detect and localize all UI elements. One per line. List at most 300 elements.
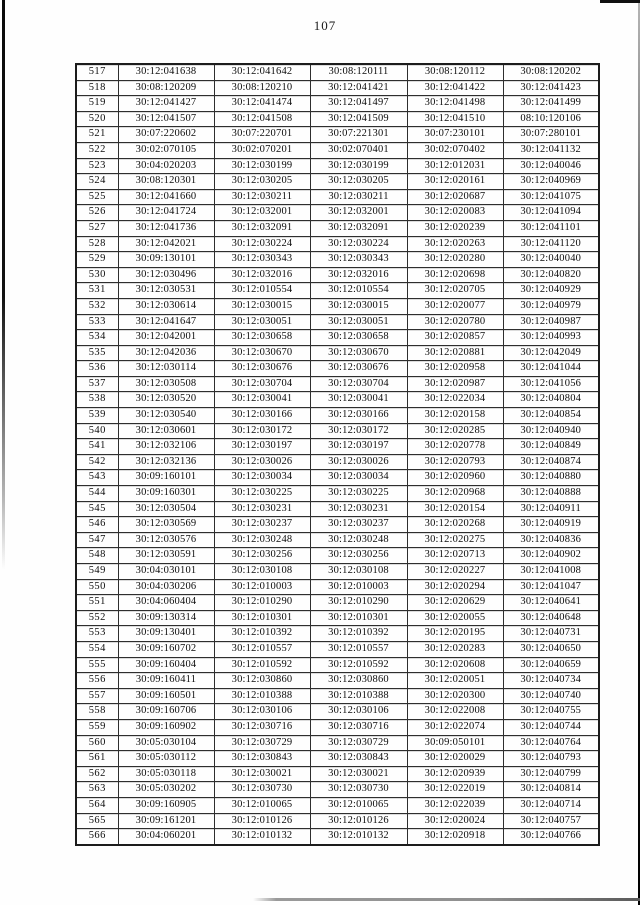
value-cell-5: 30:12:040799 — [503, 766, 599, 782]
row-index-cell: 544 — [76, 486, 118, 502]
value-cell-5: 30:12:040648 — [503, 610, 599, 626]
value-cell-3: 30:12:030231 — [310, 501, 407, 517]
value-cell-3: 30:12:030224 — [310, 236, 407, 252]
row-index-cell: 564 — [76, 797, 118, 813]
value-cell-5: 30:12:041499 — [503, 96, 599, 112]
value-cell-4: 30:12:020154 — [407, 501, 503, 517]
value-cell-1: 30:09:160411 — [118, 673, 214, 689]
row-index-cell: 519 — [76, 96, 118, 112]
value-cell-2: 30:12:030248 — [214, 532, 310, 548]
value-cell-5: 30:12:040820 — [503, 267, 599, 283]
table-row — [76, 392, 599, 408]
value-cell-3: 30:12:030730 — [310, 782, 407, 798]
value-cell-2: 30:12:030051 — [214, 314, 310, 330]
value-cell-1: 30:12:041736 — [118, 220, 214, 236]
value-cell-2: 30:12:030211 — [214, 189, 310, 205]
row-index-cell: 522 — [76, 142, 118, 158]
value-cell-2: 30:12:010290 — [214, 595, 310, 611]
value-cell-2: 30:12:030197 — [214, 439, 310, 455]
value-cell-4: 30:12:020239 — [407, 220, 503, 236]
value-cell-4: 30:12:020158 — [407, 408, 503, 424]
value-cell-1: 30:08:120301 — [118, 174, 214, 190]
row-index-cell: 565 — [76, 813, 118, 829]
row-index-cell: 547 — [76, 532, 118, 548]
row-index-cell: 548 — [76, 548, 118, 564]
value-cell-2: 30:12:010592 — [214, 657, 310, 673]
value-cell-3: 30:12:032091 — [310, 220, 407, 236]
value-cell-5: 30:12:040902 — [503, 548, 599, 564]
value-cell-3: 30:08:120111 — [310, 64, 407, 80]
value-cell-3: 30:12:030676 — [310, 361, 407, 377]
row-index-cell: 528 — [76, 236, 118, 252]
value-cell-5: 30:12:040040 — [503, 252, 599, 268]
value-cell-3: 30:12:030248 — [310, 532, 407, 548]
value-cell-5: 30:12:040755 — [503, 704, 599, 720]
row-index-cell: 546 — [76, 517, 118, 533]
table-row — [76, 345, 599, 361]
value-cell-2: 30:08:120210 — [214, 80, 310, 96]
value-cell-3: 30:12:010557 — [310, 641, 407, 657]
row-index-cell: 549 — [76, 564, 118, 580]
value-cell-3: 30:12:030343 — [310, 252, 407, 268]
value-cell-5: 30:12:041008 — [503, 564, 599, 580]
row-index-cell: 537 — [76, 376, 118, 392]
value-cell-1: 30:09:160905 — [118, 797, 214, 813]
value-cell-2: 30:12:030106 — [214, 704, 310, 720]
value-cell-1: 30:09:160501 — [118, 688, 214, 704]
value-cell-2: 30:02:070201 — [214, 142, 310, 158]
value-cell-4: 30:12:041510 — [407, 111, 503, 127]
value-cell-4: 30:12:020268 — [407, 517, 503, 533]
value-cell-3: 30:12:030021 — [310, 766, 407, 782]
value-cell-4: 30:12:020077 — [407, 298, 503, 314]
value-cell-2: 30:12:030343 — [214, 252, 310, 268]
row-index-cell: 552 — [76, 610, 118, 626]
value-cell-3: 30:12:030211 — [310, 189, 407, 205]
value-cell-2: 30:12:041474 — [214, 96, 310, 112]
value-cell-2: 30:12:032001 — [214, 205, 310, 221]
table-row — [76, 564, 599, 580]
value-cell-2: 30:12:010132 — [214, 829, 310, 845]
row-index-cell: 530 — [76, 267, 118, 283]
table-row — [76, 719, 599, 735]
value-cell-1: 30:08:120209 — [118, 80, 214, 96]
value-cell-4: 30:12:020263 — [407, 236, 503, 252]
value-cell-5: 30:12:040919 — [503, 517, 599, 533]
table-row — [76, 470, 599, 486]
value-cell-3: 30:12:032001 — [310, 205, 407, 221]
value-cell-1: 30:12:030601 — [118, 423, 214, 439]
value-cell-4: 30:02:070402 — [407, 142, 503, 158]
value-cell-5: 30:12:041132 — [503, 142, 599, 158]
value-cell-4: 30:12:020687 — [407, 189, 503, 205]
value-cell-5: 30:12:040874 — [503, 454, 599, 470]
value-cell-2: 30:12:010126 — [214, 813, 310, 829]
code-table-body — [76, 64, 599, 845]
row-index-cell: 517 — [76, 64, 118, 80]
table-row — [76, 96, 599, 112]
value-cell-5: 30:08:120202 — [503, 64, 599, 80]
row-index-cell: 531 — [76, 283, 118, 299]
value-cell-1: 30:12:041660 — [118, 189, 214, 205]
value-cell-2: 30:12:032091 — [214, 220, 310, 236]
value-cell-4: 30:12:020608 — [407, 657, 503, 673]
value-cell-5: 08:10:120106 — [503, 111, 599, 127]
value-cell-2: 30:12:030843 — [214, 751, 310, 767]
row-index-cell: 529 — [76, 252, 118, 268]
value-cell-1: 30:12:030576 — [118, 532, 214, 548]
row-index-cell: 532 — [76, 298, 118, 314]
table-row — [76, 252, 599, 268]
value-cell-2: 30:12:030704 — [214, 376, 310, 392]
value-cell-1: 30:09:130314 — [118, 610, 214, 626]
table-row — [76, 641, 599, 657]
value-cell-1: 30:07:220602 — [118, 127, 214, 143]
value-cell-3: 30:12:030199 — [310, 158, 407, 174]
table-row — [76, 766, 599, 782]
value-cell-1: 30:09:160706 — [118, 704, 214, 720]
value-cell-2: 30:12:030860 — [214, 673, 310, 689]
row-index-cell: 541 — [76, 439, 118, 455]
value-cell-4: 30:12:020987 — [407, 376, 503, 392]
table-row — [76, 688, 599, 704]
table-row — [76, 423, 599, 439]
value-cell-5: 30:12:040880 — [503, 470, 599, 486]
value-cell-3: 30:12:030704 — [310, 376, 407, 392]
value-cell-2: 30:12:030670 — [214, 345, 310, 361]
value-cell-3: 30:12:030860 — [310, 673, 407, 689]
value-cell-1: 30:12:030504 — [118, 501, 214, 517]
value-cell-3: 30:12:010290 — [310, 595, 407, 611]
value-cell-2: 30:12:030224 — [214, 236, 310, 252]
row-index-cell: 545 — [76, 501, 118, 517]
value-cell-4: 30:12:022039 — [407, 797, 503, 813]
value-cell-2: 30:12:010065 — [214, 797, 310, 813]
value-cell-5: 30:12:041120 — [503, 236, 599, 252]
value-cell-2: 30:12:030231 — [214, 501, 310, 517]
value-cell-5: 30:12:040714 — [503, 797, 599, 813]
value-cell-5: 30:07:280101 — [503, 127, 599, 143]
value-cell-2: 30:12:030716 — [214, 719, 310, 735]
value-cell-2: 30:12:030021 — [214, 766, 310, 782]
value-cell-4: 30:12:020024 — [407, 813, 503, 829]
table-row — [76, 751, 599, 767]
value-cell-4: 30:12:022019 — [407, 782, 503, 798]
table-row — [76, 283, 599, 299]
row-index-cell: 526 — [76, 205, 118, 221]
table-row — [76, 673, 599, 689]
value-cell-1: 30:12:041427 — [118, 96, 214, 112]
row-index-cell: 536 — [76, 361, 118, 377]
row-index-cell: 521 — [76, 127, 118, 143]
value-cell-2: 30:12:010557 — [214, 641, 310, 657]
value-cell-1: 30:12:030614 — [118, 298, 214, 314]
row-index-cell: 550 — [76, 579, 118, 595]
value-cell-5: 30:12:041094 — [503, 205, 599, 221]
value-cell-5: 30:12:041101 — [503, 220, 599, 236]
value-cell-1: 30:12:030508 — [118, 376, 214, 392]
value-cell-1: 30:09:160902 — [118, 719, 214, 735]
row-index-cell: 534 — [76, 330, 118, 346]
table-row — [76, 236, 599, 252]
value-cell-1: 30:12:030569 — [118, 517, 214, 533]
table-row — [76, 657, 599, 673]
table-row — [76, 626, 599, 642]
value-cell-4: 30:12:022008 — [407, 704, 503, 720]
value-cell-1: 30:12:032136 — [118, 454, 214, 470]
row-index-cell: 558 — [76, 704, 118, 720]
page-number: 107 — [313, 18, 337, 33]
value-cell-1: 30:04:060201 — [118, 829, 214, 845]
value-cell-5: 30:12:040969 — [503, 174, 599, 190]
row-index-cell: 551 — [76, 595, 118, 611]
value-cell-1: 30:09:160101 — [118, 470, 214, 486]
value-cell-4: 30:12:020629 — [407, 595, 503, 611]
value-cell-5: 30:12:040641 — [503, 595, 599, 611]
table-row — [76, 298, 599, 314]
table-row — [76, 205, 599, 221]
value-cell-1: 30:12:032106 — [118, 439, 214, 455]
value-cell-4: 30:07:230101 — [407, 127, 503, 143]
value-cell-5: 30:12:040793 — [503, 751, 599, 767]
table-row — [76, 517, 599, 533]
row-index-cell: 520 — [76, 111, 118, 127]
value-cell-4: 30:12:020705 — [407, 283, 503, 299]
value-cell-3: 30:12:041509 — [310, 111, 407, 127]
value-cell-5: 30:12:040650 — [503, 641, 599, 657]
value-cell-1: 30:09:130101 — [118, 252, 214, 268]
table-row — [76, 782, 599, 798]
value-cell-4: 30:12:041422 — [407, 80, 503, 96]
value-cell-2: 30:12:030199 — [214, 158, 310, 174]
table-row — [76, 579, 599, 595]
table-row — [76, 127, 599, 143]
value-cell-2: 30:12:030172 — [214, 423, 310, 439]
row-index-cell: 554 — [76, 641, 118, 657]
table-row — [76, 158, 599, 174]
value-cell-2: 30:12:030034 — [214, 470, 310, 486]
value-cell-3: 30:12:030108 — [310, 564, 407, 580]
value-cell-4: 30:12:020285 — [407, 423, 503, 439]
table-row — [76, 610, 599, 626]
value-cell-5: 30:12:040929 — [503, 283, 599, 299]
value-cell-1: 30:12:042021 — [118, 236, 214, 252]
value-cell-1: 30:09:160702 — [118, 641, 214, 657]
row-index-cell: 566 — [76, 829, 118, 845]
value-cell-2: 30:12:030225 — [214, 486, 310, 502]
value-cell-3: 30:12:030670 — [310, 345, 407, 361]
value-cell-5: 30:12:040836 — [503, 532, 599, 548]
value-cell-1: 30:12:030591 — [118, 548, 214, 564]
value-cell-1: 30:12:030520 — [118, 392, 214, 408]
value-cell-3: 30:12:030729 — [310, 735, 407, 751]
table-row — [76, 813, 599, 829]
value-cell-1: 30:12:030114 — [118, 361, 214, 377]
table-row — [76, 220, 599, 236]
value-cell-5: 30:12:040766 — [503, 829, 599, 845]
value-cell-2: 30:12:030041 — [214, 392, 310, 408]
value-cell-5: 30:12:040046 — [503, 158, 599, 174]
value-cell-2: 30:07:220701 — [214, 127, 310, 143]
value-cell-4: 30:12:020294 — [407, 579, 503, 595]
value-cell-3: 30:12:030256 — [310, 548, 407, 564]
value-cell-3: 30:12:030015 — [310, 298, 407, 314]
value-cell-2: 30:12:030730 — [214, 782, 310, 798]
value-cell-5: 30:12:040731 — [503, 626, 599, 642]
value-cell-1: 30:05:030202 — [118, 782, 214, 798]
value-cell-2: 30:12:010554 — [214, 283, 310, 299]
value-cell-4: 30:12:020968 — [407, 486, 503, 502]
value-cell-3: 30:12:010065 — [310, 797, 407, 813]
value-cell-1: 30:05:030112 — [118, 751, 214, 767]
value-cell-2: 30:12:030256 — [214, 548, 310, 564]
value-cell-4: 30:12:020055 — [407, 610, 503, 626]
value-cell-3: 30:07:221301 — [310, 127, 407, 143]
row-index-cell: 543 — [76, 470, 118, 486]
value-cell-3: 30:12:010132 — [310, 829, 407, 845]
row-index-cell: 535 — [76, 345, 118, 361]
value-cell-1: 30:09:161201 — [118, 813, 214, 829]
value-cell-4: 30:12:020857 — [407, 330, 503, 346]
value-cell-5: 30:12:040740 — [503, 688, 599, 704]
value-cell-4: 30:12:020780 — [407, 314, 503, 330]
table-row — [76, 532, 599, 548]
value-cell-3: 30:12:030225 — [310, 486, 407, 502]
row-index-cell: 518 — [76, 80, 118, 96]
table-row — [76, 142, 599, 158]
value-cell-4: 30:09:050101 — [407, 735, 503, 751]
value-cell-3: 30:12:010592 — [310, 657, 407, 673]
value-cell-1: 30:12:042036 — [118, 345, 214, 361]
value-cell-5: 30:12:041423 — [503, 80, 599, 96]
table-row — [76, 267, 599, 283]
value-cell-3: 30:12:030205 — [310, 174, 407, 190]
value-cell-1: 30:04:030206 — [118, 579, 214, 595]
table-row — [76, 64, 599, 80]
value-cell-2: 30:12:032016 — [214, 267, 310, 283]
table-row — [76, 548, 599, 564]
value-cell-4: 30:12:020195 — [407, 626, 503, 642]
value-cell-5: 30:12:041056 — [503, 376, 599, 392]
table-row — [76, 486, 599, 502]
table-row — [76, 330, 599, 346]
table-row — [76, 174, 599, 190]
value-cell-4: 30:12:020083 — [407, 205, 503, 221]
value-cell-2: 30:12:041508 — [214, 111, 310, 127]
value-cell-3: 30:12:010554 — [310, 283, 407, 299]
value-cell-5: 30:12:040744 — [503, 719, 599, 735]
value-cell-1: 30:12:041507 — [118, 111, 214, 127]
value-cell-4: 30:12:020227 — [407, 564, 503, 580]
table-row — [76, 80, 599, 96]
row-index-cell: 557 — [76, 688, 118, 704]
value-cell-5: 30:12:040764 — [503, 735, 599, 751]
value-cell-5: 30:12:040987 — [503, 314, 599, 330]
value-cell-5: 30:12:040659 — [503, 657, 599, 673]
value-cell-2: 30:12:030205 — [214, 174, 310, 190]
row-index-cell: 533 — [76, 314, 118, 330]
value-cell-1: 30:04:060404 — [118, 595, 214, 611]
value-cell-4: 30:12:041498 — [407, 96, 503, 112]
table-row — [76, 501, 599, 517]
row-index-cell: 561 — [76, 751, 118, 767]
value-cell-3: 30:12:010126 — [310, 813, 407, 829]
value-cell-4: 30:12:020939 — [407, 766, 503, 782]
value-cell-2: 30:12:030015 — [214, 298, 310, 314]
value-cell-2: 30:12:030729 — [214, 735, 310, 751]
value-cell-2: 30:12:030658 — [214, 330, 310, 346]
table-row — [76, 189, 599, 205]
value-cell-3: 30:12:010003 — [310, 579, 407, 595]
value-cell-3: 30:12:030843 — [310, 751, 407, 767]
value-cell-4: 30:12:020698 — [407, 267, 503, 283]
value-cell-4: 30:08:120112 — [407, 64, 503, 80]
value-cell-3: 30:12:030237 — [310, 517, 407, 533]
table-row — [76, 829, 599, 845]
table-row — [76, 797, 599, 813]
value-cell-2: 30:12:010392 — [214, 626, 310, 642]
row-index-cell: 527 — [76, 220, 118, 236]
value-cell-2: 30:12:030676 — [214, 361, 310, 377]
table-row — [76, 735, 599, 751]
row-index-cell: 525 — [76, 189, 118, 205]
value-cell-3: 30:12:030197 — [310, 439, 407, 455]
value-cell-4: 30:12:020713 — [407, 548, 503, 564]
value-cell-4: 30:12:020051 — [407, 673, 503, 689]
value-cell-4: 30:12:020918 — [407, 829, 503, 845]
value-cell-5: 30:12:040814 — [503, 782, 599, 798]
value-cell-1: 30:09:160404 — [118, 657, 214, 673]
value-cell-4: 30:12:020161 — [407, 174, 503, 190]
value-cell-2: 30:12:010003 — [214, 579, 310, 595]
value-cell-3: 30:12:041497 — [310, 96, 407, 112]
table-row — [76, 376, 599, 392]
value-cell-1: 30:02:070105 — [118, 142, 214, 158]
table-row — [76, 408, 599, 424]
value-cell-1: 30:12:041638 — [118, 64, 214, 80]
value-cell-3: 30:12:030034 — [310, 470, 407, 486]
value-cell-5: 30:12:040888 — [503, 486, 599, 502]
value-cell-5: 30:12:040734 — [503, 673, 599, 689]
row-index-cell: 555 — [76, 657, 118, 673]
value-cell-3: 30:12:010392 — [310, 626, 407, 642]
value-cell-2: 30:12:010388 — [214, 688, 310, 704]
value-cell-5: 30:12:041047 — [503, 579, 599, 595]
value-cell-3: 30:12:030041 — [310, 392, 407, 408]
value-cell-3: 30:12:041421 — [310, 80, 407, 96]
value-cell-5: 30:12:041044 — [503, 361, 599, 377]
row-index-cell: 523 — [76, 158, 118, 174]
value-cell-5: 30:12:040911 — [503, 501, 599, 517]
row-index-cell: 542 — [76, 454, 118, 470]
value-cell-3: 30:12:030716 — [310, 719, 407, 735]
value-cell-5: 30:12:040993 — [503, 330, 599, 346]
row-index-cell: 559 — [76, 719, 118, 735]
value-cell-4: 30:12:020881 — [407, 345, 503, 361]
value-cell-4: 30:12:020029 — [407, 751, 503, 767]
value-cell-1: 30:12:030531 — [118, 283, 214, 299]
value-cell-4: 30:12:012031 — [407, 158, 503, 174]
value-cell-4: 30:12:020275 — [407, 532, 503, 548]
value-cell-4: 30:12:020793 — [407, 454, 503, 470]
value-cell-5: 30:12:040940 — [503, 423, 599, 439]
table-row — [76, 595, 599, 611]
table-row — [76, 111, 599, 127]
value-cell-5: 30:12:040849 — [503, 439, 599, 455]
table-row — [76, 314, 599, 330]
row-index-cell: 524 — [76, 174, 118, 190]
value-cell-2: 30:12:030237 — [214, 517, 310, 533]
